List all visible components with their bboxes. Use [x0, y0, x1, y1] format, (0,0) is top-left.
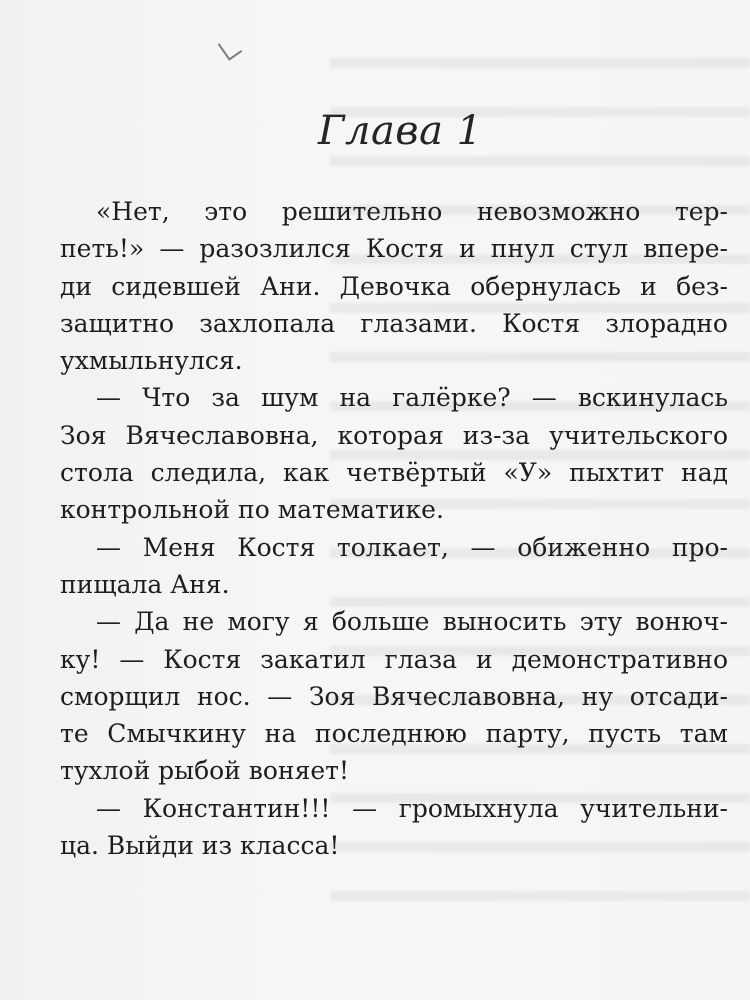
text-line: — Да не могу я больше выносить эту вонюч-	[96, 607, 728, 637]
text-line: те Смычкину на последнюю парту, пусть там	[60, 719, 728, 749]
text-line: «Нет, это решительно невозможно тер-	[96, 197, 728, 226]
text-line: пищала Аня.	[60, 569, 230, 599]
chapter-title: Глава 1	[318, 108, 483, 154]
chapter-body-text	[60, 193, 728, 864]
text-line: ку! — Костя закатил глаза и демонстративно	[60, 644, 728, 674]
text-line: сморщил нос. — Зоя Вячеславовна, ну отсади-	[60, 681, 728, 711]
text-line: ца. Выйди из класса!	[60, 831, 340, 861]
text-line: тухлой рыбой воняет!	[60, 756, 350, 786]
text-line: ухмыльнулся.	[60, 346, 243, 376]
text-line: — Константин!!! — громыхнула учительни-	[96, 793, 728, 823]
text-line: — Меня Костя толкает, — обиженно про-	[96, 532, 728, 562]
text-line: защитно захлопала глазами. Костя злорадно	[60, 308, 728, 338]
text-line: стола следила, как четвёртый «У» пыхтит над	[60, 458, 728, 488]
text-line: Зоя Вячеславовна, которая из-за учительского	[60, 420, 728, 450]
text-line: ди сидевшей Ани. Девочка обернулась и без-	[60, 271, 728, 301]
text-line: контрольной по математике.	[60, 495, 444, 525]
pencil-mark-icon	[218, 35, 243, 61]
text-line: — Что за шум на галёрке? — вскинулась	[96, 383, 728, 413]
text-line: петь!» — разозлился Костя и пнул стул впере-	[60, 234, 728, 264]
